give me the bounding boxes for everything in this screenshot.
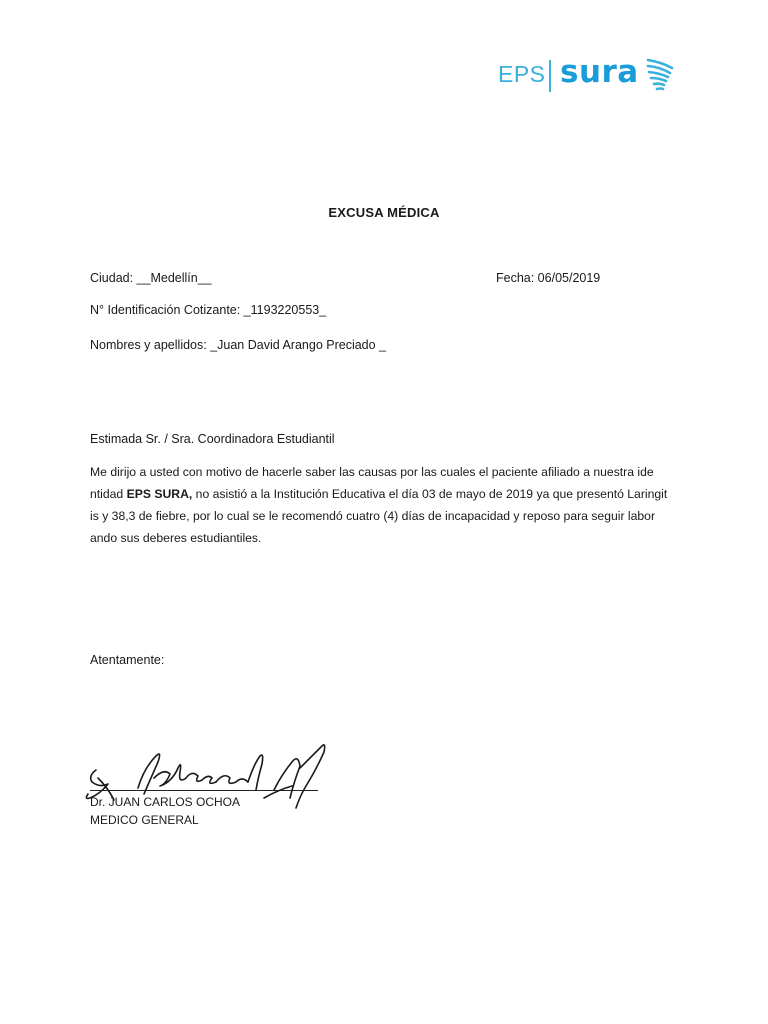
signatory-role: MEDICO GENERAL — [90, 813, 199, 827]
body-text-segment: ntidad — [90, 487, 127, 501]
name-field: Nombres y apellidos: _Juan David Arango Preciado _ — [90, 338, 387, 352]
body-line: ando sus deberes estudiantiles. — [90, 531, 262, 545]
signature-line — [90, 790, 318, 791]
signatory-name: Dr. JUAN CARLOS OCHOA — [90, 795, 241, 809]
date-field: Fecha: 06/05/2019 — [496, 271, 601, 285]
document-title: EXCUSA MÉDICA — [328, 205, 440, 220]
greeting: Estimada Sr. / Sra. Coordinadora Estudiantil — [90, 432, 335, 446]
body-line: is y 38,3 de fiebre, por lo cual se le recomendó cuatro (4) días de incapacidad y reposo para seguir labor — [90, 509, 656, 523]
body-bold-segment: EPS SURA, — [126, 487, 193, 501]
logo-separator — [549, 60, 551, 92]
body-paragraph — [90, 461, 690, 549]
closing: Atentamente: — [90, 653, 165, 667]
eps-sura-logo — [492, 52, 678, 104]
city-field: Ciudad: __Medellín__ — [90, 271, 212, 285]
logo-sura-text: sura — [560, 54, 639, 90]
body-line: Me dirijo a usted con motivo de hacerle saber las causas por las cuales el paciente afiliado a nuestra ide — [90, 465, 654, 479]
id-field: N° Identificación Cotizante: _1193220553_ — [90, 303, 327, 317]
body-text-segment: no asistió a la Institución Educativa el día 03 de mayo de 2019 ya que presentó Laringit — [192, 487, 668, 501]
logo-eps-text: EPS — [498, 61, 546, 87]
body-line — [90, 483, 690, 505]
logo-wing-icon — [645, 56, 675, 94]
